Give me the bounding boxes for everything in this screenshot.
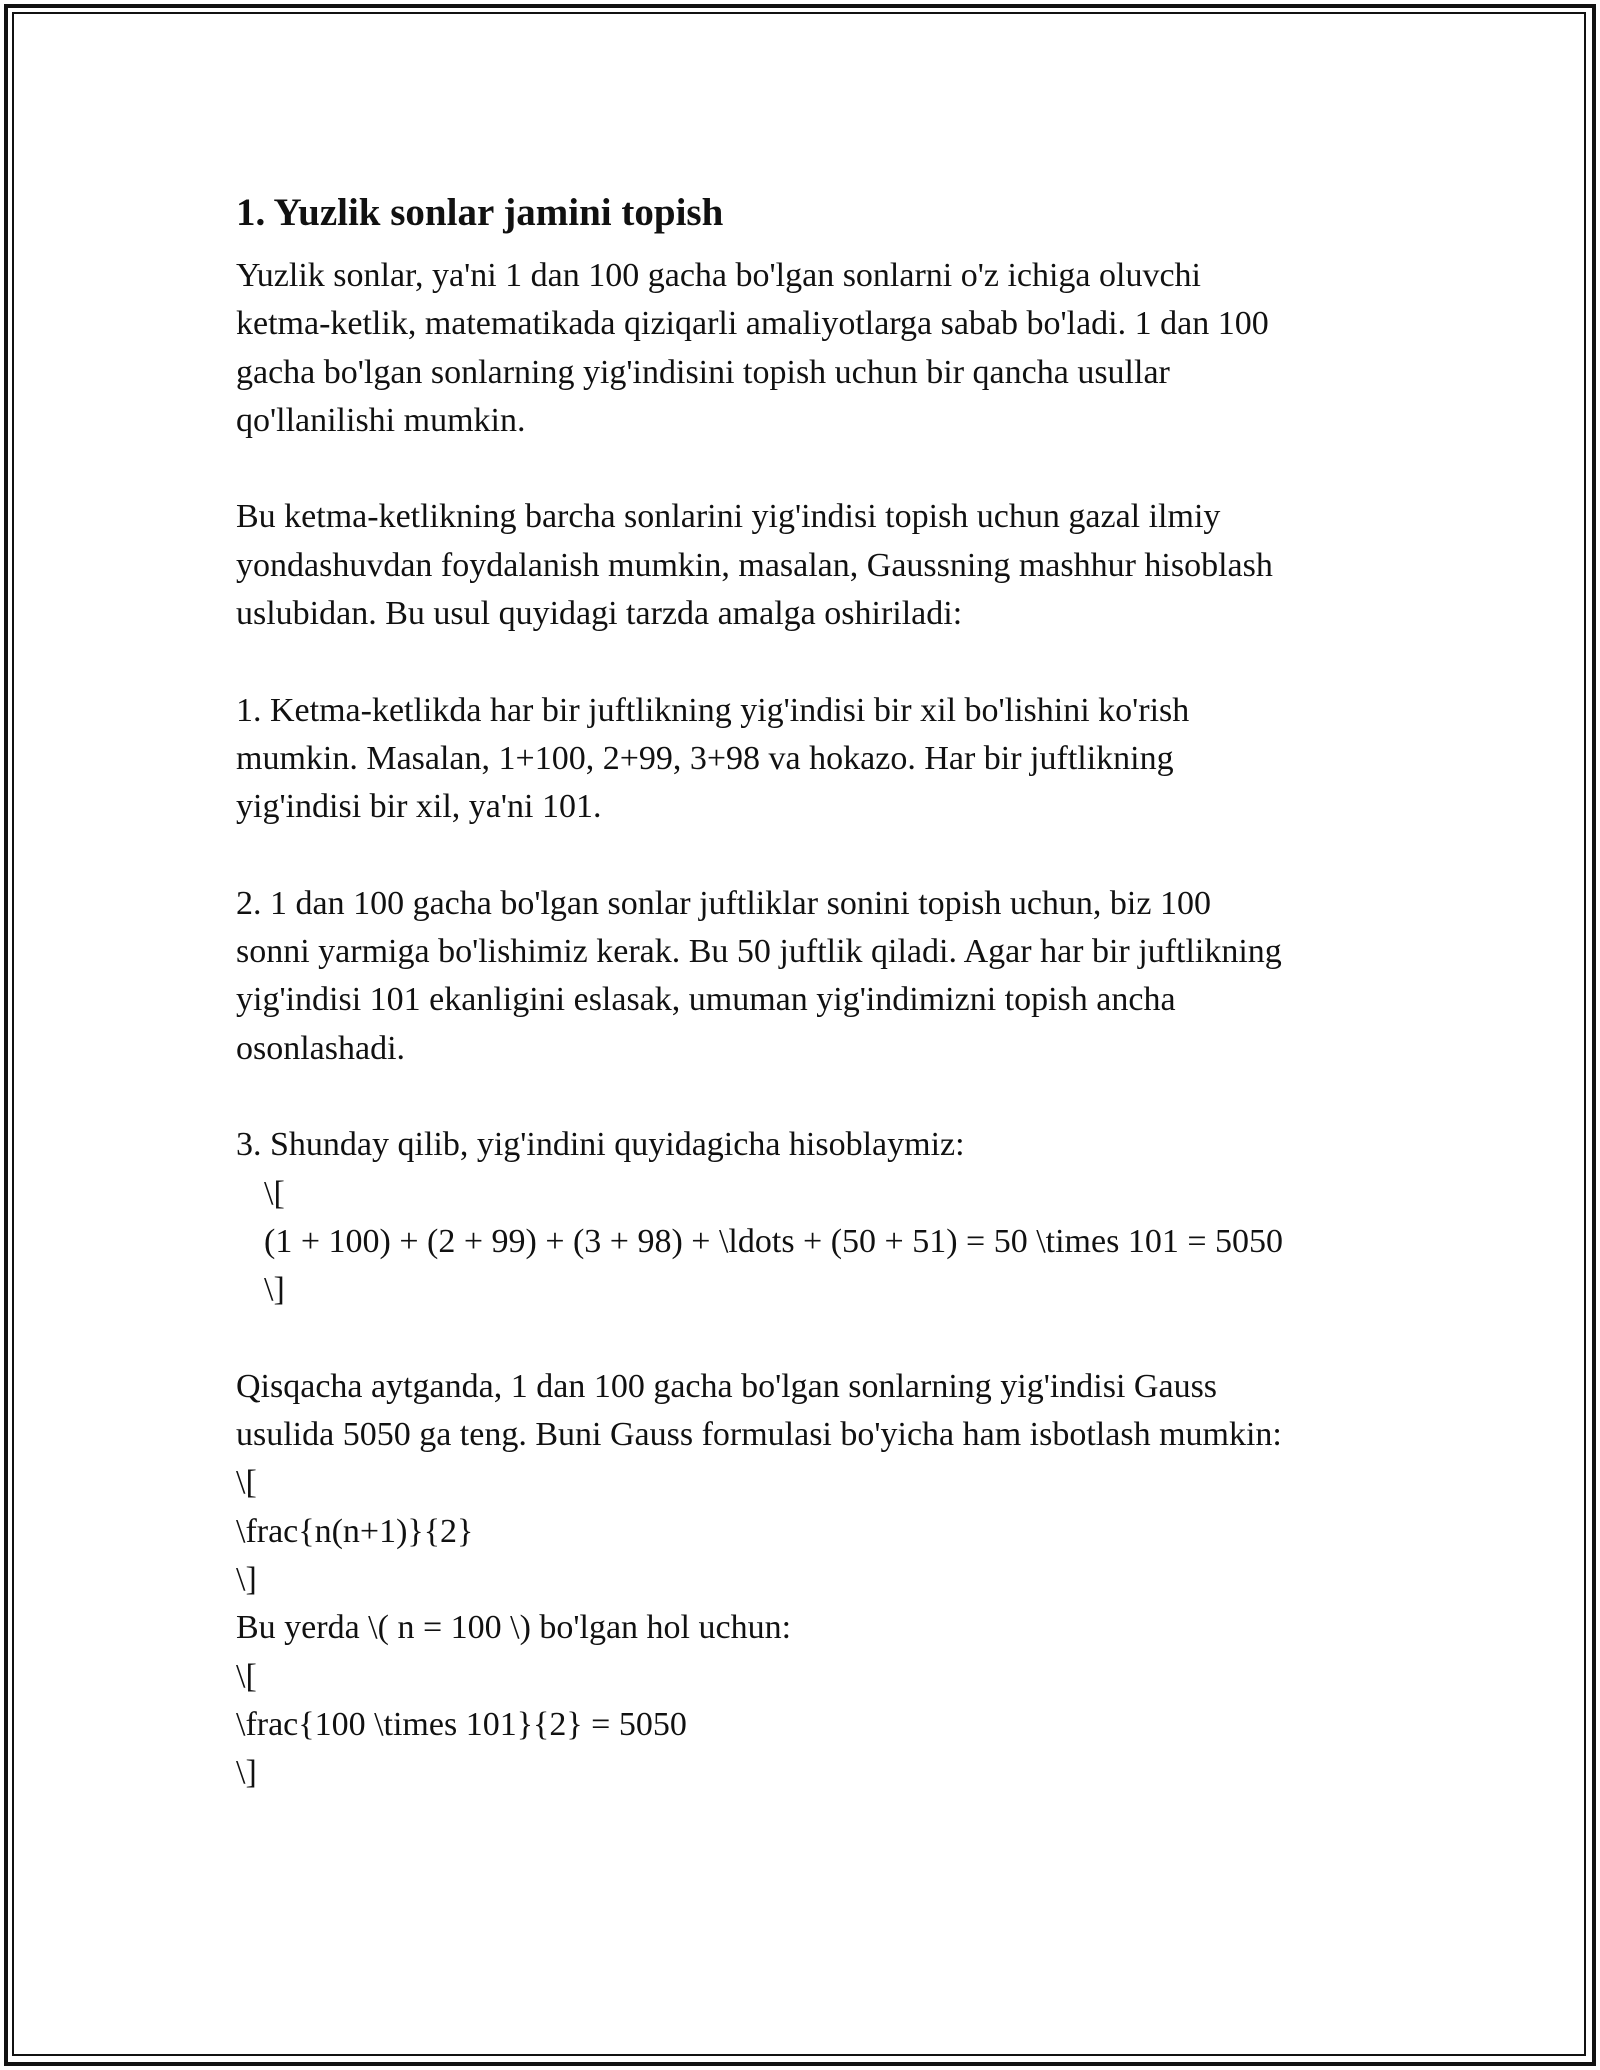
list-item-line: sonni yarmiga bo'lishimiz kerak. Bu 50 juftlik qiladi. Agar har bir juftlikning	[236, 933, 1282, 971]
text-line: Bu ketma-ketlikning barcha sonlarini yig'indisi topish uchun gazal ilmiy	[236, 498, 1221, 536]
blank-line	[236, 1315, 1366, 1363]
blank-line	[236, 445, 1366, 493]
math-delimiter-close: \]	[264, 1271, 285, 1309]
list-item-line: 3. Shunday qilib, yig'indini quyidagicha hisoblaymiz:	[236, 1126, 965, 1164]
list-item-line: 1. Ketma-ketlikda har bir juftlikning yig'indisi bir xil bo'lishini ko'rish	[236, 691, 1190, 729]
math-delimiter-open: \[	[236, 1657, 257, 1695]
math-expression: \frac{n(n+1)}{2}	[236, 1512, 474, 1550]
text-line: qo'llanilishi mumkin.	[236, 401, 526, 439]
math-delimiter-close: \]	[236, 1754, 257, 1792]
blank-line	[236, 832, 1366, 880]
list-item-line: mumkin. Masalan, 1+100, 2+99, 3+98 va hokazo. Har bir juftlikning	[236, 739, 1174, 777]
list-item-line: 2. 1 dan 100 gacha bo'lgan sonlar juftliklar sonini topish uchun, biz 100	[236, 884, 1211, 922]
blank-line	[236, 1073, 1366, 1121]
list-item-line: osonlashadi.	[236, 1029, 406, 1067]
list-item-line: yig'indisi bir xil, ya'ni 101.	[236, 788, 602, 826]
text-line: Yuzlik sonlar, ya'ni 1 dan 100 gacha bo'lgan sonlarni o'z ichiga oluvchi	[236, 257, 1201, 294]
blank-line	[236, 638, 1366, 686]
math-delimiter-close: \]	[236, 1561, 257, 1599]
text-line: usulida 5050 ga teng. Buni Gauss formulasi bo'yicha ham isbotlash mumkin:	[236, 1416, 1282, 1454]
math-delimiter-open: \[	[236, 1464, 257, 1502]
text-line: ketma-ketlik, matematikada qiziqarli amaliyotlarga sabab bo'ladi. 1 dan 100	[236, 305, 1269, 343]
text-line: yondashuvdan foydalanish mumkin, masalan, Gaussning mashhur hisoblash	[236, 546, 1273, 584]
math-expression: \frac{100 \times 101}{2} = 5050	[236, 1705, 687, 1743]
section-heading: 1. Yuzlik sonlar jamini topish	[236, 191, 724, 234]
math-expression: (1 + 100) + (2 + 99) + (3 + 98) + \ldots + (50 + 51) = 50 \times 101 = 5050	[264, 1222, 1284, 1260]
list-item-line: yig'indisi 101 ekanligini eslasak, umuman yig'indimizni topish ancha	[236, 981, 1176, 1019]
math-delimiter-open: \[	[264, 1174, 285, 1212]
text-line: Bu yerda \( n = 100 \) bo'lgan hol uchun:	[236, 1609, 792, 1647]
text-line: gacha bo'lgan sonlarning yig'indisini topish uchun bir qancha usullar	[236, 353, 1170, 391]
document-body	[236, 186, 1366, 1798]
text-line: uslubidan. Bu usul quyidagi tarzda amalga oshiriladi:	[236, 595, 963, 633]
text-line: Qisqacha aytganda, 1 dan 100 gacha bo'lgan sonlarning yig'indisi Gauss	[236, 1367, 1218, 1405]
